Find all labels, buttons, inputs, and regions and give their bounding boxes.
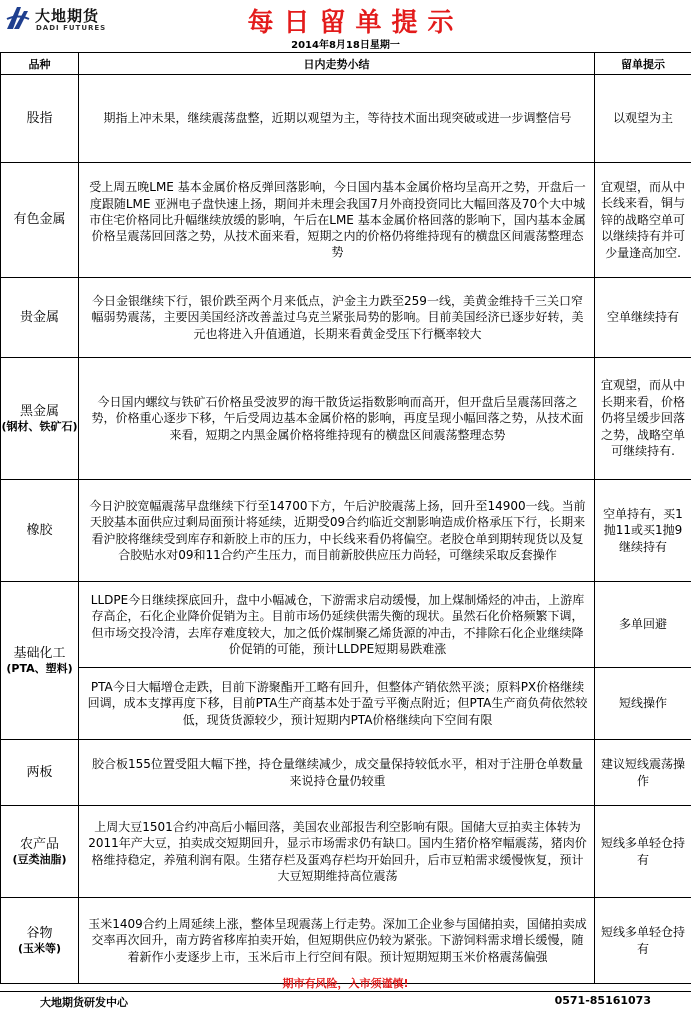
advice-cell: 建议短线震荡操作	[595, 740, 691, 806]
summary-cell: 今日沪胶宽幅震荡早盘继续下行至14700下方，午后沪胶震荡上扬，回升至14900一线。当前天胶基本面供应过剩局面预计将延续，近期受09合约临近交割影响造成价格承压下行，长期来看沪胶将继续受到库存和新胶上市的压力，中长线来看仍将偏空。老胶仓单到期转现货以及复合胶贴水对09和11合约产生压力，而目前新胶供应压力尚轻，可继续采取反套操作	[79, 480, 595, 582]
table-row	[1, 75, 691, 163]
tips-table	[0, 52, 691, 984]
advice-cell: 短线多单轻仓持有	[595, 806, 691, 898]
variety-cell	[1, 163, 79, 278]
report-date: 2014年8月18日星期一	[291, 40, 400, 51]
summary-cell: 受上周五晚LME 基本金属价格反弹回落影响，今日国内基本金属价格均呈高开之势，开盘后一度跟随LME 亚洲电子盘快速上扬，期间并未理会我国7月外商投资同比大幅回落及70个大中城市住宅价格同比升幅继续放缓的影响，午后在LME 基本金属价格回落的影响下，国内基本金属价格呈震荡回回落之势，从技术面来看，短期之内的价格仍将维持现有的横盘区间震荡整理态势	[79, 163, 595, 278]
variety-subname: (钢材、铁矿石)	[1, 419, 78, 433]
logo-text-cn: 大地期货	[35, 7, 100, 25]
variety-cell	[1, 278, 79, 358]
summary-cell: 玉米1409合约上周延续上涨，整体呈现震荡上行走势。深加工企业参与国储拍卖，国储拍卖成交率再次回升，南方跨省移库拍卖开始，但短期供应仍较为紧张。下游饲料需求增长缓慢，随着新作小麦逐步上市，玉米后市上行空间有限。预计短期短期玉米价格震荡偏强	[79, 898, 595, 984]
variety-subname: (玉米等)	[17, 941, 62, 955]
col-header-advice: 留单提示	[595, 53, 691, 75]
advice-cell: 宜观望，而从中长线来看，铜与锌的战略空单可以继续持有并可少量逢高加空.	[595, 163, 691, 278]
summary-cell: 今日金银继续下行，银价跌至两个月来低点，沪金主力跌至259一线，美黄金维持千三关口窄幅弱势震荡，主要因美国经济改善盖过乌克兰紧张局势的影响。目前美国经济已逐步好转，美元也将进入升值通道，长期来看黄金受压下行概率较大	[79, 278, 595, 358]
risk-warning: 期市有风险，入市须谨慎!	[282, 977, 409, 990]
variety-subname: (豆类油脂)	[12, 852, 67, 866]
advice-cell: 空单继续持有	[595, 278, 691, 358]
table-row	[1, 480, 691, 582]
header	[0, 0, 691, 36]
variety-name: 农产品	[19, 836, 59, 852]
summary-cell: 上周大豆1501合约冲高后小幅回落，美国农业部报告利空影响有限。国储大豆拍卖主体转为2011年产大豆，拍卖成交短期回升，显示市场需求仍有缺口。国内生猪价格窄幅震荡，猪肉价格维持稳定，养殖利润有限。生猪存栏及蛋鸡存栏均开始回升，后市豆粕需求缓慢恢复，预计大豆短期维持高位震荡	[79, 806, 595, 898]
advice-cell: 宜观望，而从中长期来看，价格仍将呈缓步回落之势，战略空单可继续持有.	[595, 358, 691, 480]
variety-name: 谷物	[26, 925, 53, 941]
footer-org: 大地期货研发中心	[40, 996, 128, 1009]
summary-cell: LLDPE今日继续探底回升，盘中小幅减仓，下游需求启动缓慢，加上煤制烯烃的冲击，上游库存高企，石化企业降价促销为主。目前市场仍延续供需失衡的现状。虽然石化价格频繁下调，但市场交投冷清，去库存难度较大，加之低价煤制聚乙烯货源的冲击，不排除石化企业继续降价促销的可能，预计LLDPE短期易跌难涨	[79, 582, 595, 668]
variety-cell	[1, 898, 79, 984]
summary-cell: 今日国内螺纹与铁矿石价格虽受波罗的海干散货运指数影响而高开，但开盘后呈震荡回落之势，价格重心逐步下移，午后受周边基本金属价格的影响，再度呈现小幅回落之势，从技术面来看，短期之内黑金属价格将维持现有的横盘区间震荡整理态势	[79, 358, 595, 480]
summary-cell: 胶合板155位置受阻大幅下挫，持仓量继续减少，成交量保持较低水平，相对于注册仓单数量来说持仓量仍较重	[79, 740, 595, 806]
advice-cell: 以观望为主	[595, 75, 691, 163]
logo-text-en: DADI FUTURES	[36, 24, 107, 32]
table-row	[1, 668, 691, 740]
variety-subname: (PTA、塑料)	[6, 661, 73, 675]
variety-name: 橡胶	[26, 522, 53, 538]
variety-cell	[1, 480, 79, 582]
advice-cell: 空单持有，买1抛11或买1抛9继续持有	[595, 480, 691, 582]
variety-name: 两板	[26, 764, 53, 780]
summary-cell: PTA今日大幅增仓走跌，目前下游聚酯开工略有回升，但整体产销依然平淡；原料PX价格继续回调，成本支撑再度下移，目前PTA生产商基本处于盈亏平衡点附近；但PTA生产商负荷依然较低，现货货源较少，预计短期内PTA价格继续向下空间有限	[79, 668, 595, 740]
variety-name: 基础化工	[13, 645, 66, 661]
col-header-summary: 日内走势小结	[79, 53, 595, 75]
table-row	[1, 740, 691, 806]
footer-divider	[0, 991, 691, 992]
variety-name: 黑金属	[19, 403, 59, 419]
summary-cell: 期指上冲未果，继续震荡盘整，近期以观望为主，等待技术面出现突破或进一步调整信号	[79, 75, 595, 163]
table-row	[1, 278, 691, 358]
page-title: 每日留单提示	[247, 8, 464, 38]
table-row	[1, 582, 691, 668]
variety-name: 股指	[26, 110, 53, 126]
table-header-row	[1, 53, 691, 75]
variety-cell	[1, 806, 79, 898]
variety-cell	[1, 582, 79, 740]
variety-cell	[1, 358, 79, 480]
variety-name: 贵金属	[19, 309, 59, 325]
table-row	[1, 358, 691, 480]
table-row	[1, 898, 691, 984]
footer-phone: 0571-85161073	[554, 994, 651, 1007]
advice-cell: 短线多单轻仓持有	[595, 898, 691, 984]
variety-cell	[1, 740, 79, 806]
variety-name: 有色金属	[13, 212, 66, 227]
advice-cell: 短线操作	[595, 668, 691, 740]
col-header-variety: 品种	[1, 53, 79, 75]
table-row	[1, 806, 691, 898]
variety-cell	[1, 75, 79, 163]
table-row	[1, 163, 691, 278]
advice-cell: 多单回避	[595, 582, 691, 668]
